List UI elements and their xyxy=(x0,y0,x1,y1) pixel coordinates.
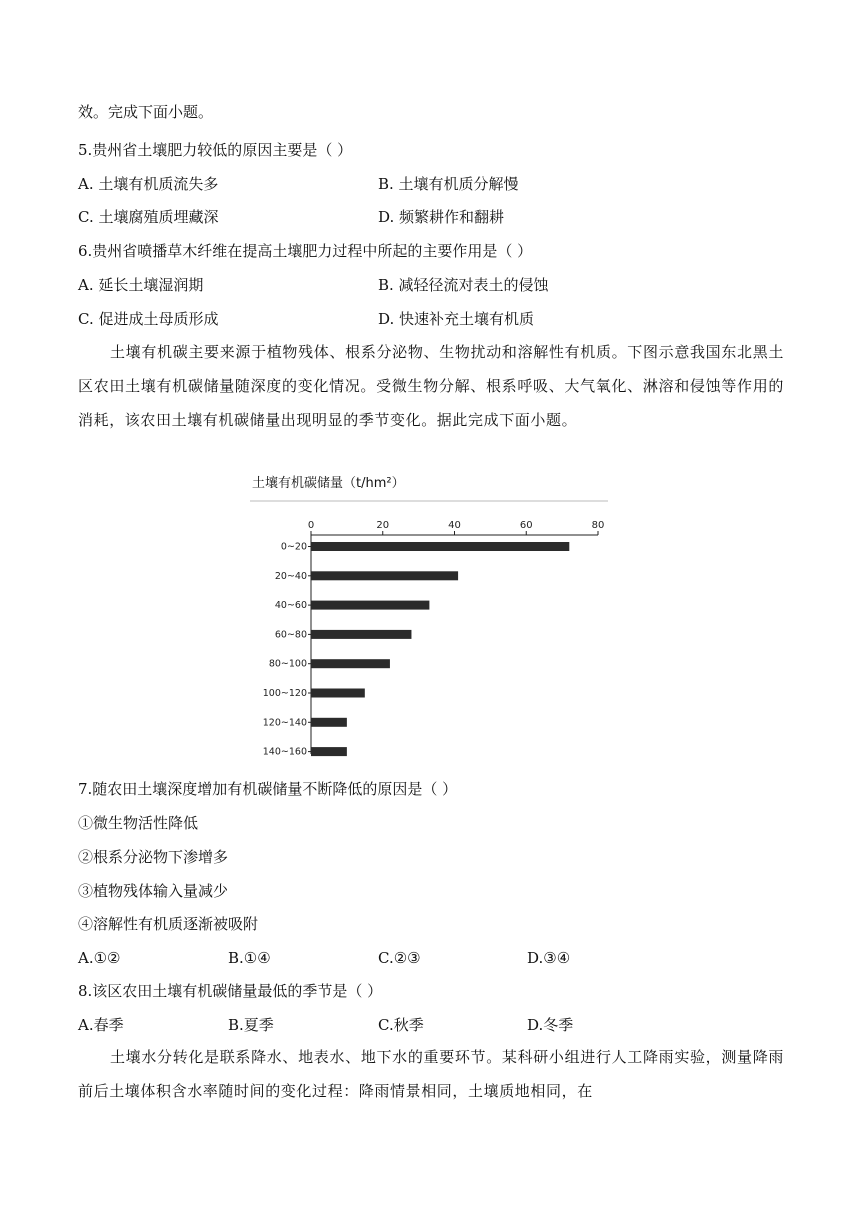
y-category-label: 0~20 xyxy=(280,541,307,553)
q7-option-a: A.①② xyxy=(78,949,121,967)
q7-option-d: D.③④ xyxy=(527,949,571,967)
q7-item-3: ③植物残体输入量减少 xyxy=(78,882,229,900)
y-category-label: 60~80 xyxy=(274,629,307,641)
bar xyxy=(311,689,365,698)
q7-option-b: B.①④ xyxy=(228,949,271,967)
y-category-label: 140~160 xyxy=(262,746,307,758)
question-7-stem: 7.随农田土壤深度增加有机碳储量不断降低的原因是（ ） xyxy=(78,780,458,798)
q7-item-1: ①微生物活性降低 xyxy=(78,814,199,832)
x-tick-label: 40 xyxy=(448,520,461,531)
passage-soil-carbon: 土壤有机碳主要来源于植物残体、根系分泌物、生物扰动和溶解性有机质。下图示意我国东北黑土区农田土壤有机碳储量随深度的变化情况。受微生物分解、根系呼吸、大气氧化、淋溶和侵蚀等作用的消耗，该农田土壤有机碳储量出现明显的季节变化。据此完成下面小题。 xyxy=(78,343,784,429)
y-category-label: 100~120 xyxy=(262,688,307,699)
y-category-label: 80~100 xyxy=(268,658,307,670)
question-6-stem: 6.贵州省喷播草木纤维在提高土壤肥力过程中所起的主要作用是（ ） xyxy=(78,242,533,260)
bar xyxy=(311,630,411,639)
y-category-label: 40~60 xyxy=(274,600,307,612)
q6-option-a: A. 延长土壤湿润期 xyxy=(78,276,204,294)
y-category-label: 120~140 xyxy=(262,717,307,729)
intro-fragment: 效。完成下面小题。 xyxy=(78,103,214,121)
q7-item-2: ②根系分泌物下渗增多 xyxy=(78,848,229,866)
bar xyxy=(311,659,390,668)
q8-option-b: B.夏季 xyxy=(228,1016,274,1034)
q8-option-c: C.秋季 xyxy=(378,1016,424,1034)
q5-option-d: D. 频繁耕作和翻耕 xyxy=(378,208,505,226)
x-tick-label: 60 xyxy=(519,520,533,531)
q6-option-b: B. 减轻径流对表土的侵蚀 xyxy=(378,276,549,294)
bar xyxy=(311,571,458,580)
bar xyxy=(311,747,347,756)
q5-option-b: B. 土壤有机质分解慢 xyxy=(378,175,519,193)
q6-option-d: D. 快速补充土壤有机质 xyxy=(378,310,535,328)
question-8-stem: 8.该区农田土壤有机碳储量最低的季节是（ ） xyxy=(78,982,383,1000)
x-tick-label: 80 xyxy=(591,520,605,531)
x-tick-label: 0 xyxy=(307,520,315,531)
x-tick-label: 20 xyxy=(376,520,390,531)
bar xyxy=(311,718,347,727)
q7-item-4: ④溶解性有机质逐渐被吸附 xyxy=(78,915,259,933)
q8-option-d: D.冬季 xyxy=(527,1016,574,1034)
q5-option-c: C. 土壤腐殖质埋藏深 xyxy=(78,208,219,226)
q6-option-c: C. 促进成土母质形成 xyxy=(78,310,219,328)
chart-title: 土壤有机碳储量（t/hm²） xyxy=(252,476,405,491)
bar xyxy=(311,542,569,551)
q7-option-c: C.②③ xyxy=(378,949,421,967)
q5-option-a: A. 土壤有机质流失多 xyxy=(78,175,219,193)
passage-soil-water: 土壤水分转化是联系降水、地表水、地下水的重要环节。某科研小组进行人工降雨实验，测量降雨前后土壤体积含水率随时间的变化过程：降雨情景相同，土壤质地相同，在 xyxy=(78,1048,784,1100)
q8-option-a: A.春季 xyxy=(78,1016,124,1034)
bar xyxy=(311,601,429,610)
y-category-label: 20~40 xyxy=(274,570,307,582)
soil-carbon-bar-chart xyxy=(240,492,620,767)
question-5-stem: 5.贵州省土壤肥力较低的原因主要是（ ） xyxy=(78,141,353,159)
